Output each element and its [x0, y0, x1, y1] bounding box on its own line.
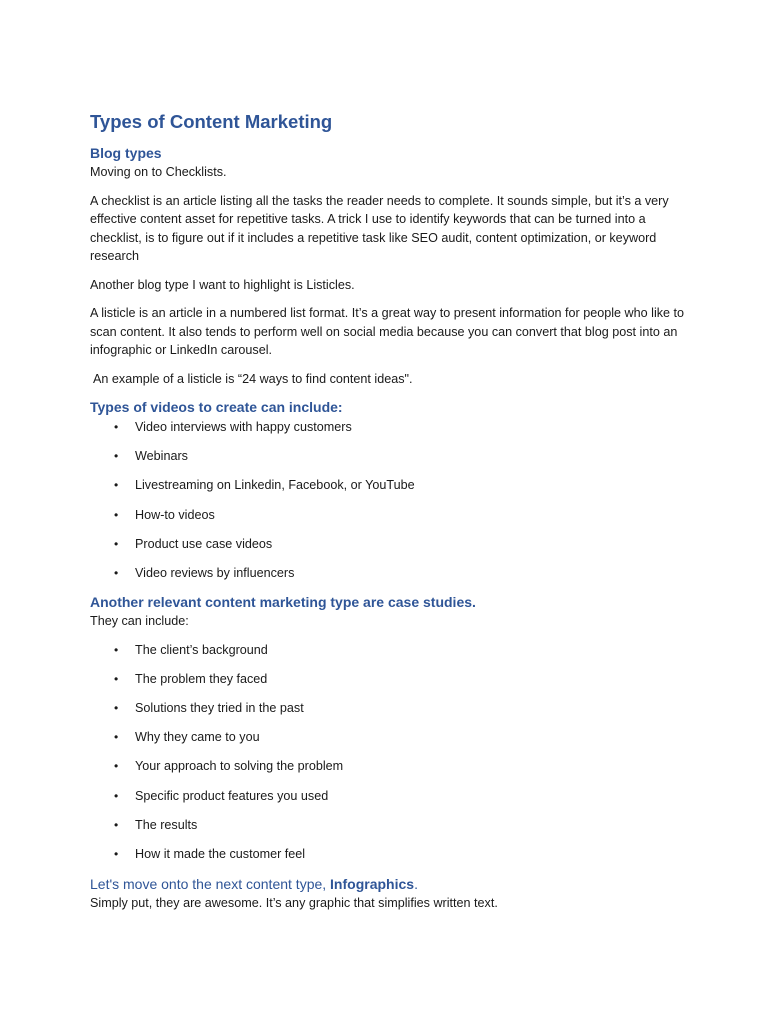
- paragraph-infographics: Simply put, they are awesome. It’s any graphic that simplifies written text.: [90, 895, 498, 910]
- bullet-icon: •: [114, 478, 119, 493]
- bullet-icon: •: [114, 730, 119, 745]
- bullet-icon: •: [114, 846, 119, 861]
- bullet-icon: •: [114, 449, 119, 464]
- list-item: • Livestreaming on Linkedin, Facebook, or YouTube: [114, 478, 415, 493]
- page-title: Types of Content Marketing: [90, 111, 333, 132]
- list-item: • The problem they faced: [114, 671, 268, 686]
- list-item: • The results: [114, 817, 198, 832]
- bullet-icon: •: [114, 759, 119, 774]
- list-item: • How it made the customer feel: [114, 846, 306, 861]
- bullet-icon: •: [114, 536, 119, 551]
- paragraph-case-studies-intro: They can include:: [90, 614, 189, 629]
- bullet-icon: •: [114, 788, 119, 803]
- bullet-icon: •: [114, 642, 119, 657]
- list-item: • Video reviews by influencers: [114, 565, 295, 580]
- case-studies-list: [90, 641, 690, 863]
- bullet-icon: •: [114, 565, 119, 580]
- list-item: • The client’s background: [114, 642, 268, 657]
- blog-types-heading: Blog types: [90, 145, 162, 161]
- bullet-icon: •: [114, 420, 119, 434]
- list-item: • How-to videos: [114, 507, 215, 522]
- bullet-icon: •: [114, 817, 119, 832]
- list-item: • Specific product features you used: [114, 788, 329, 803]
- list-item: • Solutions they tried in the past: [114, 701, 304, 715]
- case-studies-heading: Another relevant content marketing type are case studies.: [90, 594, 476, 611]
- paragraph-listicle-example: An example of a listicle is “24 ways to find content ideas".: [93, 371, 413, 386]
- bullet-icon: •: [114, 507, 119, 522]
- paragraph-checklists-intro: Moving on to Checklists.: [90, 165, 227, 179]
- paragraph-checklist-definition: A checklist is an article listing all the tasks the reader needs to complete. It sounds simple, but it’s a very effective content asset for repetitive tasks. A trick I use to identify keywords that can be turned into a checklist, is to figure out if it includes a repetitive task like SEO audit, content optimization, or keyword research: [90, 193, 669, 263]
- list-item: • Video interviews with happy customers: [114, 420, 352, 434]
- infographics-heading: Let's move onto the next content type, Infographics.: [90, 875, 418, 892]
- list-item: • Your approach to solving the problem: [114, 759, 344, 774]
- list-item: • Product use case videos: [114, 536, 273, 551]
- list-item: • Webinars: [114, 449, 188, 464]
- bullet-icon: •: [114, 701, 119, 715]
- paragraph-listicles-intro: Another blog type I want to highlight is Listicles.: [90, 277, 355, 292]
- paragraph-listicle-definition: A listicle is an article in a numbered list format. It’s a great way to present information for people who like to scan content. It also tends to perform well on social media because you can convert that blog post into an infographic or LinkedIn carousel.: [90, 306, 685, 357]
- infographics-keyword: Infographics: [330, 875, 415, 892]
- document-content: [90, 110, 690, 923]
- videos-heading: Types of videos to create can include:: [90, 399, 343, 415]
- bullet-icon: •: [114, 671, 119, 686]
- list-item: • Why they came to you: [114, 730, 260, 745]
- videos-list: [90, 418, 690, 582]
